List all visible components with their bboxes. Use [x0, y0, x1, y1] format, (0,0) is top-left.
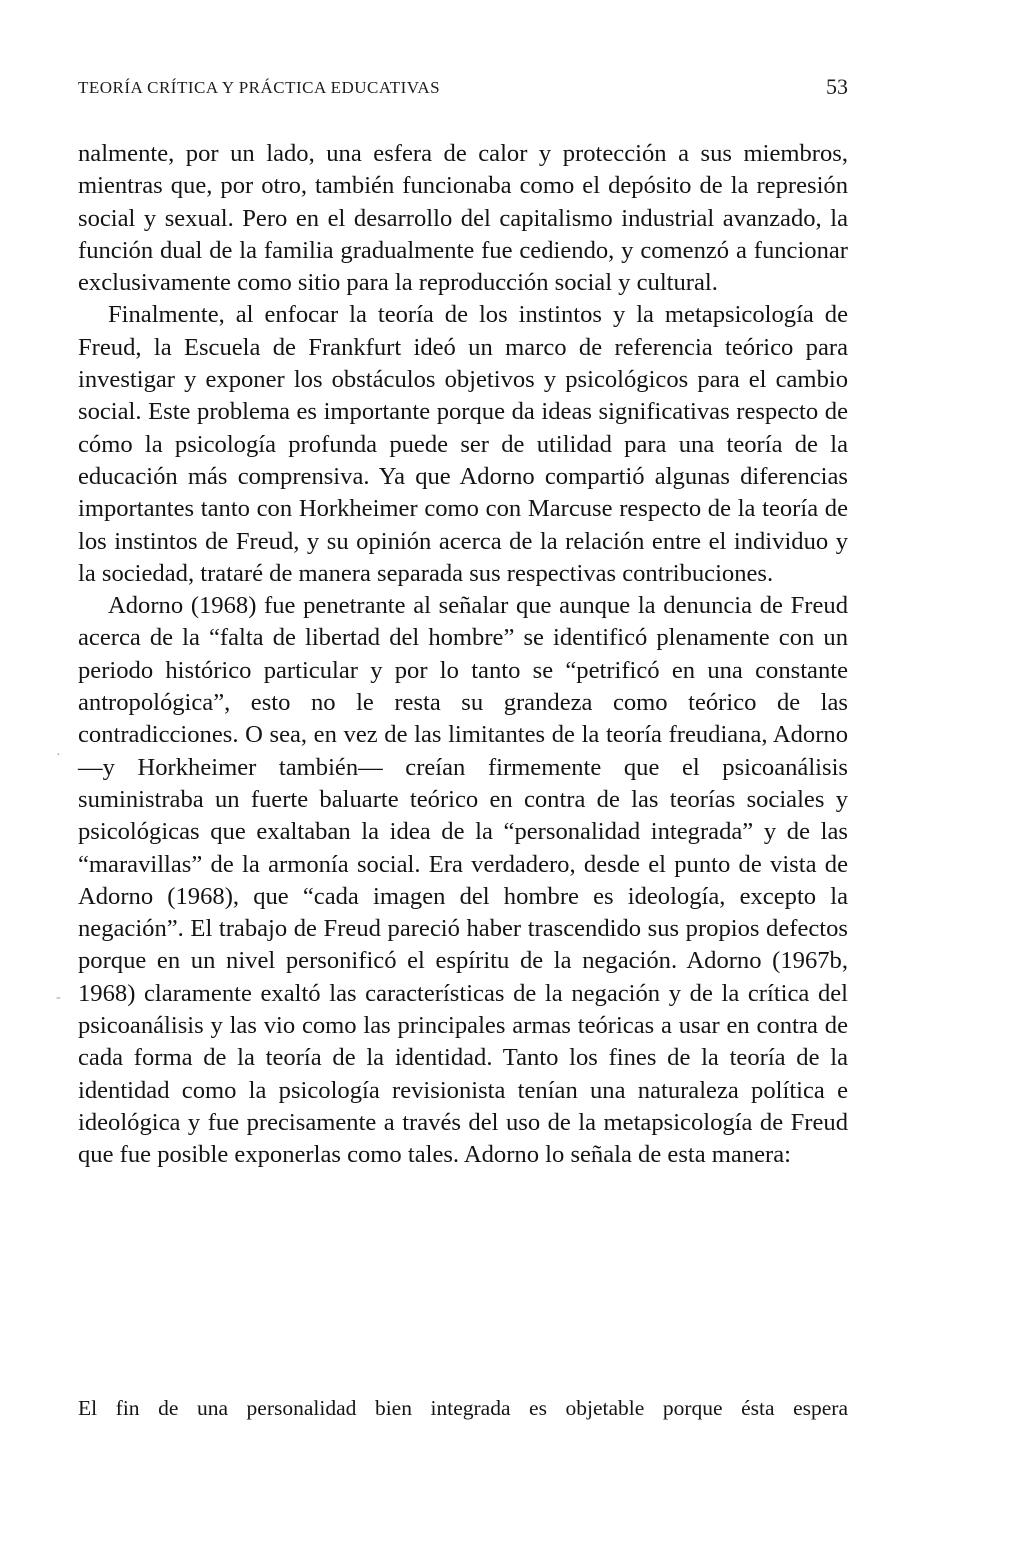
block-quote-text: El fin de una personalidad bien integrada es objetable porque ésta espera — [78, 1396, 848, 1420]
margin-dash: - — [56, 990, 61, 1005]
paragraph-2: Finalmente, al enfocar la teoría de los instintos y la metapsicología de Freud, la Escuela de Frankfurt ideó un marco de referencia teórico para investigar y exponer los obstáculos objetivos y psicológicos para el cambio social. Este problema es importante porque da ideas significativas respecto de cómo la psicología profunda puede ser de utilidad para una teoría de la educación más comprensiva. Ya que Adorno compartió algunas diferencias importantes tanto con Horkheimer como con Marcuse respecto de la teoría de los instintos de Freud, y su opinión acerca de la relación entre el individuo y la sociedad, trataré de manera separada sus respectivas contribuciones. — [78, 301, 848, 587]
margin-speck: · — [56, 748, 61, 763]
body-text — [78, 138, 848, 1172]
block-quote — [78, 1393, 848, 1423]
paragraph-3: Adorno (1968) fue penetrante al señalar que aunque la denuncia de Freud acerca de la “falta de libertad del hombre” se identificó plenamente con un periodo histórico particular y por lo tanto se “petrificó en una constante antropológica”, esto no le resta su grandeza como teórico de las contradicciones. O sea, en vez de las limitantes de la teoría freudiana, Adorno —y Horkheimer también— creían firmemente que el psicoanálisis suministraba un fuerte baluarte teórico en contra de las teorías sociales y psicológicas que exaltaban la idea de la “personalidad integrada” y de las “maravillas” de la armonía social. Era verdadero, desde el punto de vista de Adorno (1968), que “cada imagen del hombre es ideología, excepto la negación”. El trabajo de Freud pareció haber trascendido sus propios defectos porque en un nivel personificó el espíritu de la negación. Adorno (1967b, 1968) claramente exaltó las características de la negación y de la crítica del psicoanálisis y las vio como las principales armas teóricas a usar en contra de cada forma de la teoría de la identidad. Tanto los fines de la teoría de la identidad como la psicología revisionista tenían una naturaleza política e ideológica y fue precisamente a través del uso de la metapsicología de Freud que fue posible exponerlas como tales. Adorno lo señala de esta manera: — [78, 592, 848, 1169]
running-head-title: TEORÍA CRÍTICA Y PRÁCTICA EDUCATIVAS — [78, 78, 441, 97]
page-number: 53 — [826, 74, 848, 99]
paragraph-1: nalmente, por un lado, una esfera de calor y protección a sus miembros, mientras que, por otro, también funcionaba como el depósito de la represión social y sexual. Pero en el desarrollo del capitalismo industrial avanzado, la función dual de la familia gradualmente fue cediendo, y comenzó a funcionar exclusivamente como sitio para la reproducción social y cultural. — [78, 140, 848, 297]
